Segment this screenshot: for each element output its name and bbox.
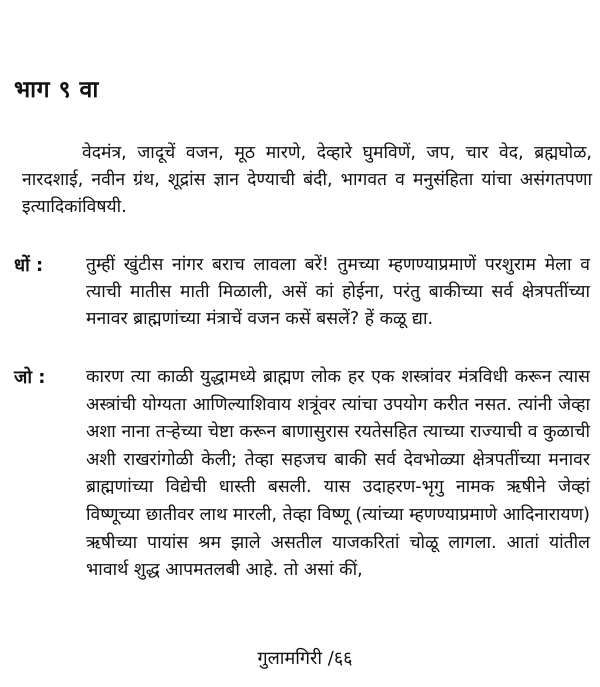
chapter-heading: भाग ९ वा xyxy=(14,77,99,103)
chapter-intro-paragraph: वेदमंत्र, जादूचें वजन, मूठ मारणे, देव्हारे घुमविणें, जप, चार वेद, ब्रह्मघोळ, नारदशाई, नवीन ग्रंथ, शूद्रांस ज्ञान देण्याची बंदी, भागवत व मनुसंहिता यांचा असंगतपणा इत्यादिकांविषयी. xyxy=(22,143,592,217)
dialogue-entry-dhondiba xyxy=(14,252,590,333)
speech-text: तुम्हीं खुंटीस नांगर बराच लावला बरें! तुमच्या म्हणण्याप्रमाणें परशुराम मेला व त्याची मातीस माती मिळाली, असें कां होईना, परंतु बाकीच्या सर्व क्षेत्रपतींच्या मनावर ब्राह्मणांच्या मंत्राचें वजन कसें बसलें? हें कळू द्या. xyxy=(86,255,590,329)
speaker-label: जो : xyxy=(14,367,46,388)
dialogue-entry-jotirao xyxy=(14,364,590,585)
speaker-label: धों : xyxy=(14,255,44,276)
page-footer: गुलामगिरी /६६ xyxy=(257,648,353,669)
speech-text: कारण त्या काळी युद्धामध्ये ब्राह्मण लोक हर एक शस्त्रांवर मंत्रविधी करून त्यास अस्त्रांची योग्यता आणिल्याशिवाय शत्रूंवर त्यांचा उपयोग करीत नसत. त्यांनी जेव्हा अशा नाना तऱ्हेच्या चेष्टा करून बाणासुरास रयतेसहित त्याच्या राज्याची व कुळाची अशी राखरांगोळी केली; तेव्हा सहजच बाकी सर्व देवभोळ्या क्षेत्रपतींच्या मनावर ब्राह्मणांच्या विद्येची धास्ती बसली. यास उदाहरण-भृगु नामक ऋषीने जेव्हां विष्णूच्या छातीवर लाथ मारली, तेव्हा विष्णू (त्यांच्या म्हणण्याप्रमाणे आदिनारायण) ऋषीच्या पायांस श्रम झाले असतील याजकरितां चोळू लागला. आतां यांतील भावार्थ शुद्ध आपमतलबी आहे. तो असां कीं, xyxy=(86,367,590,581)
